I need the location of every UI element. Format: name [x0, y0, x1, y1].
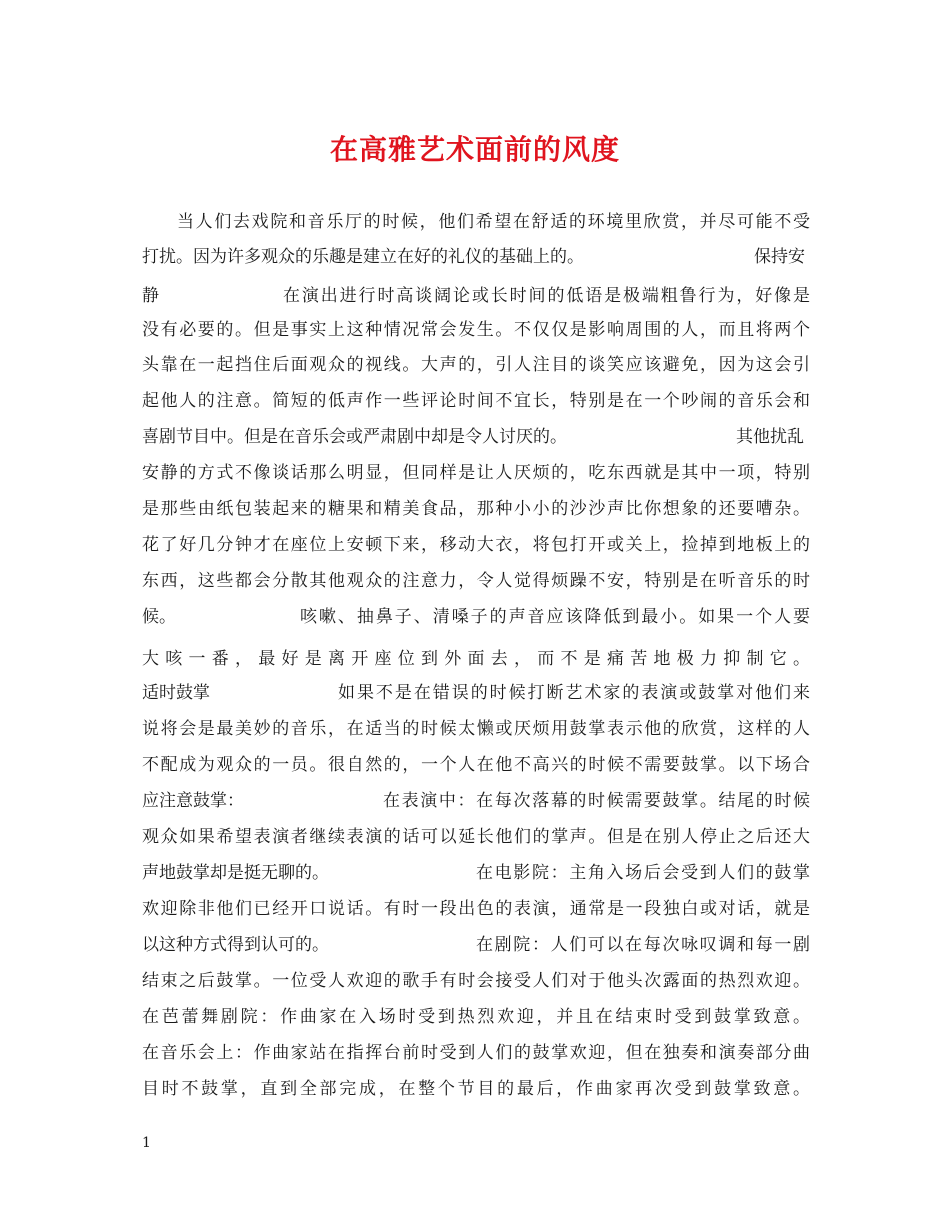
text-line — [142, 425, 810, 449]
text-line: 东西，这些都会分散其他观众的注意力，令人觉得烦躁不安，特别是在听音乐的时 — [142, 571, 810, 591]
text-line: 当人们去戏院和音乐厅的时候，他们希望在舒适的环境里欣赏，并尽可能不受 — [177, 212, 810, 232]
text-line: 说将会是最美妙的音乐，在适当的时候太懒或厌烦用鼓掌表示他的欣赏，这样的人 — [142, 719, 810, 739]
text-line: 没有必要的。但是事实上这种情况常会发生。不仅仅是影响周围的人，而且将两个 — [142, 320, 810, 340]
text-segment: 候。 — [142, 607, 176, 627]
text-segment: 适时鼓掌 — [142, 683, 210, 703]
text-line: 起他人的注意。简短的低声作一些评论时间不宜长，特别是在一个吵闹的音乐会和 — [142, 391, 810, 411]
text-line: 结束之后鼓掌。一位受人欢迎的歌手有时会接受人们对于他头次露面的热烈欢迎。 — [142, 971, 810, 991]
text-line — [142, 284, 810, 308]
text-segment: 打扰。因为许多观众的乐趣是建立在好的礼仪的基础上的。 — [142, 247, 584, 267]
text-segment: 喜剧节目中。但是在音乐会或严肃剧中却是令人讨厌的。 — [142, 427, 567, 447]
text-line: 欢迎除非他们已经开口说话。有时一段出色的表演，通常是一段独白或对话，就是 — [142, 899, 810, 919]
text-line — [142, 245, 810, 269]
text-segment: 在剧院：人们可以在每次咏叹调和每一剧 — [476, 935, 810, 955]
text-segment: 咳嗽、抽鼻子、清嗓子的声音应该降低到最小。如果一个人要 — [300, 607, 810, 627]
text-segment: 在表演中：在每次落幕的时候需要鼓掌。结尾的时候 — [383, 791, 810, 811]
text-segment: 静 — [142, 286, 159, 306]
text-line: 不配成为观众的一员。很自然的，一个人在他不高兴的时候不需要鼓掌。以下场合 — [142, 755, 810, 775]
text-line — [142, 605, 810, 629]
text-line: 目时不鼓掌，直到全部完成，在整个节目的最后，作曲家再次受到鼓掌致意。 — [142, 1079, 810, 1099]
text-line — [142, 933, 810, 957]
text-line: 头靠在一起挡住后面观众的视线。大声的，引人注目的谈笑应该避免，因为这会引 — [142, 355, 810, 375]
text-segment: 以这种方式得到认可的。 — [142, 935, 329, 955]
text-line: 大咳一番，最好是离开座位到外面去，而不是痛苦地极力抑制它。 — [142, 649, 810, 669]
text-segment: 如果不是在错误的时候打断艺术家的表演或鼓掌对他们来 — [338, 683, 810, 703]
text-line: 观众如果希望表演者继续表演的话可以延长他们的掌声。但是在别人停止之后还大 — [142, 827, 810, 847]
text-segment: 在电影院：主角入场后会受到人们的鼓掌 — [476, 863, 810, 883]
text-line: 是那些由纸包装起来的糖果和精美食品，那种小小的沙沙声比你想象的还要嘈杂。 — [142, 499, 810, 519]
text-line — [142, 861, 810, 885]
text-segment: 在演出进行时高谈阔论或长时间的低语是极端粗鲁行为，好像是 — [283, 286, 810, 306]
page-number: 1 — [142, 1135, 151, 1151]
text-line: 在芭蕾舞剧院：作曲家在入场时受到热烈欢迎，并且在结束时受到鼓掌致意。 — [142, 1007, 810, 1027]
text-line: 花了好几分钟才在座位上安顿下来，移动大衣，将包打开或关上，捡掉到地板上的 — [142, 535, 810, 555]
text-line — [142, 789, 810, 813]
text-segment: 保持安 — [754, 247, 805, 267]
text-line: 在音乐会上：作曲家站在指挥台前时受到人们的鼓掌欢迎，但在独奏和演奏部分曲 — [142, 1043, 810, 1063]
page-title: 在高雅艺术面前的风度 — [329, 133, 620, 166]
text-line: 安静的方式不像谈话那么明显，但同样是让人厌烦的，吃东西就是其中一项，特别 — [142, 463, 810, 483]
text-segment: 应注意鼓掌： — [142, 791, 244, 811]
text-segment: 其他扰乱 — [736, 427, 804, 447]
text-line — [142, 681, 810, 705]
text-segment: 声地鼓掌却是挺无聊的。 — [142, 863, 329, 883]
